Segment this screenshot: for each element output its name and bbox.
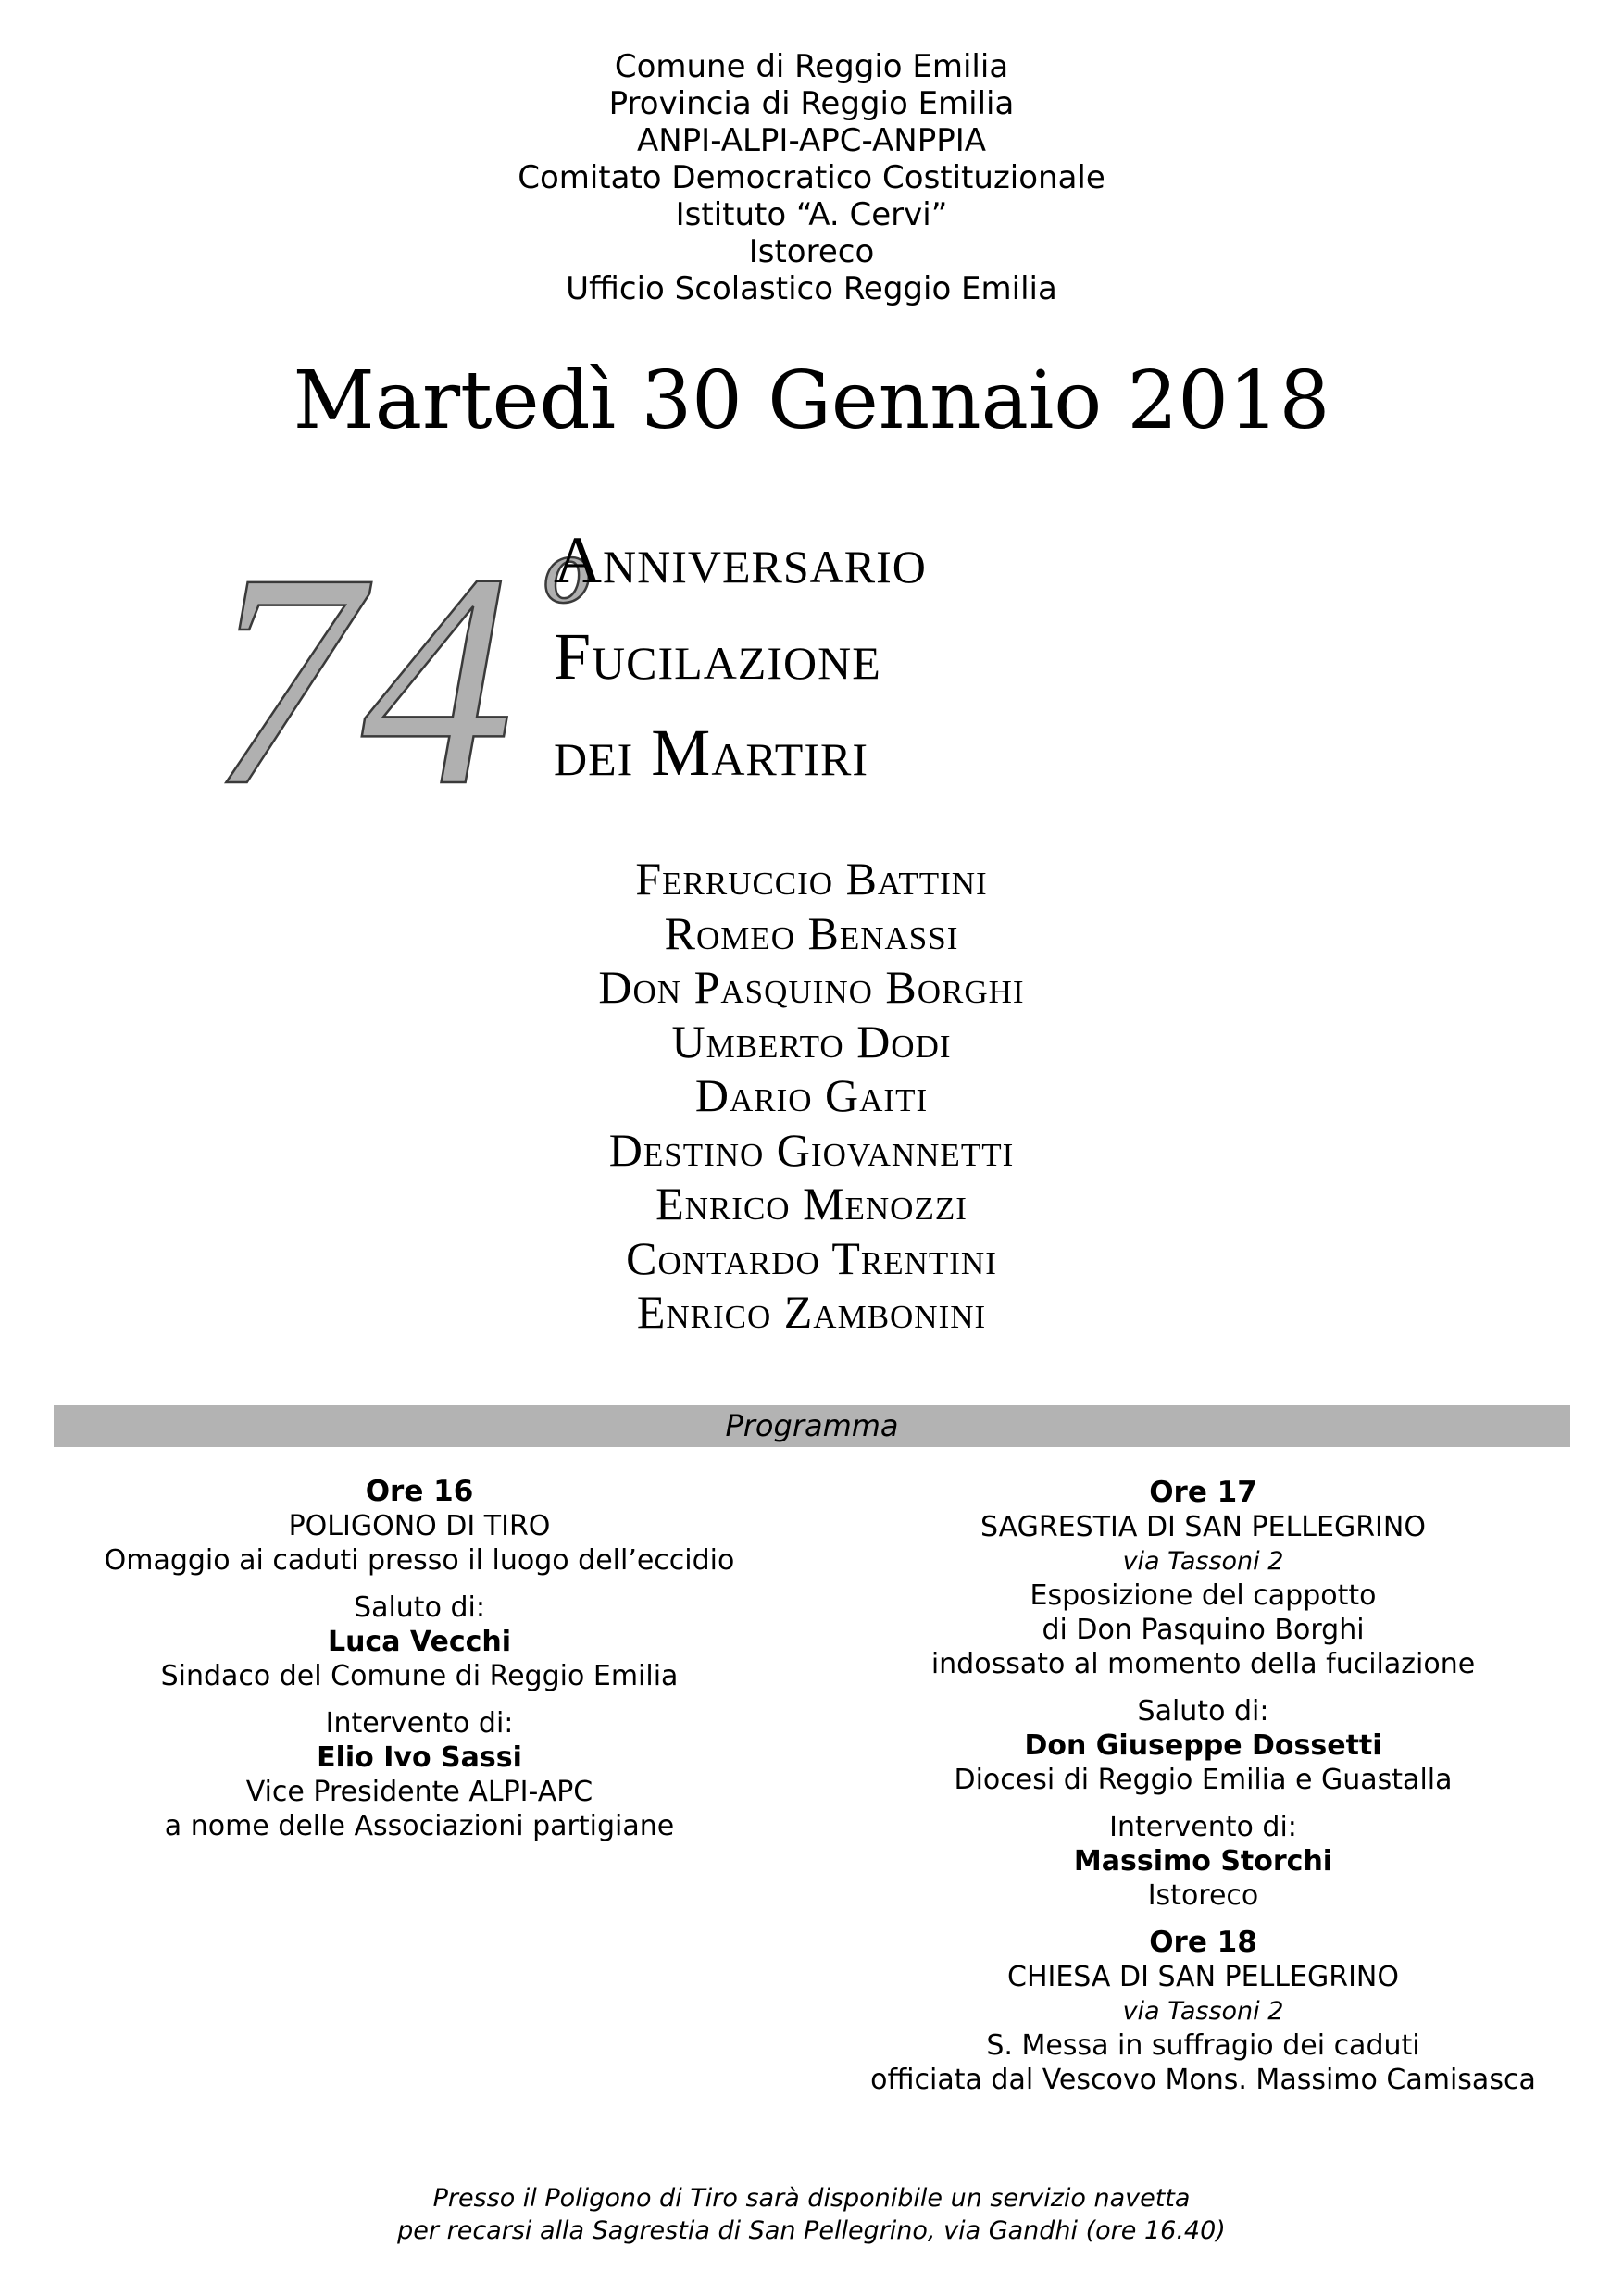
martyr-name: Enrico Menozzi	[655, 1178, 968, 1229]
martyr-name: Dario Gaiti	[694, 1069, 929, 1121]
speech-label: Intervento di:	[1109, 1811, 1297, 1843]
greeting-label: Saluto di:	[354, 1591, 485, 1624]
event-description: Esposizione del cappotto	[1030, 1579, 1377, 1612]
speech-label: Intervento di:	[325, 1707, 514, 1740]
anniversary-number: 74	[208, 511, 514, 849]
title-line: Anniversario	[554, 523, 927, 597]
speech-role: Istoreco	[1147, 1879, 1259, 1912]
footer-note-line: Presso il Poligono di Tiro sarà disponibile un servizio navetta	[432, 2184, 1191, 2213]
greeting-role: Sindaco del Comune di Reggio Emilia	[160, 1660, 679, 1692]
martyr-name: Don Pasquino Borghi	[598, 961, 1025, 1013]
event-time: Ore 17	[1149, 1476, 1257, 1509]
event-time-2: Ore 18	[1149, 1926, 1257, 1959]
event-description-2: S. Messa in suffragio dei caduti	[986, 2029, 1420, 2062]
program-heading-bar	[54, 1405, 1570, 1447]
speech-role-2: a nome delle Associazioni partigiane	[164, 1810, 675, 1842]
organizer-line: Istoreco	[748, 233, 875, 270]
speech-speaker: Elio Ivo Sassi	[317, 1741, 522, 1774]
program-column-right	[839, 1476, 1567, 2097]
greeting-speaker: Don Giuseppe Dossetti	[1024, 1729, 1382, 1762]
organizer-line: Comune di Reggio Emilia	[614, 48, 1009, 85]
speech-role: Vice Presidente ALPI-APC	[245, 1776, 593, 1808]
organizer-line: ANPI-ALPI-APC-ANPPIA	[636, 122, 986, 159]
martyr-name: Contardo Trentini	[626, 1231, 997, 1284]
footer-note-line: per recarsi alla Sagrestia di San Pellegrino, via Gandhi (ore 16.40)	[397, 2216, 1226, 2245]
martyr-name: Umberto Dodi	[671, 1015, 952, 1067]
event-description: Omaggio ai caduti presso il luogo dell’eccidio	[104, 1544, 735, 1577]
event-address-2: via Tassoni 2	[1122, 1997, 1284, 2026]
organizer-line: Comitato Democratico Costituzionale	[518, 159, 1105, 196]
organizer-line: Istituto “A. Cervi”	[675, 196, 948, 233]
program-heading: Programma	[725, 1408, 899, 1443]
martyr-name: Romeo Benassi	[664, 906, 959, 959]
martyr-name: Destino Giovannetti	[608, 1123, 1015, 1176]
anniversary-title	[554, 512, 1313, 801]
event-description: di Don Pasquino Borghi	[1042, 1614, 1365, 1646]
event-time: Ore 16	[365, 1475, 474, 1508]
greeting-role: Diocesi di Reggio Emilia e Guastalla	[954, 1764, 1453, 1796]
title-line: dei Martiri	[554, 716, 868, 790]
event-place: POLIGONO DI TIRO	[288, 1510, 551, 1542]
event-place-2: CHIESA DI SAN PELLEGRINO	[1007, 1961, 1399, 1993]
event-place: SAGRESTIA DI SAN PELLEGRINO	[980, 1511, 1426, 1543]
footer-note	[0, 2182, 1623, 2247]
event-address: via Tassoni 2	[1122, 1547, 1284, 1576]
title-line: Fucilazione	[554, 619, 881, 693]
event-date: Martedì 30 Gennaio 2018	[293, 355, 1330, 447]
greeting-label: Saluto di:	[1137, 1695, 1269, 1728]
event-description: indossato al momento della fucilazione	[930, 1648, 1476, 1680]
martyrs-list	[0, 852, 1623, 1340]
greeting-speaker: Luca Vecchi	[327, 1626, 512, 1658]
speech-speaker: Massimo Storchi	[1073, 1845, 1333, 1878]
event-description-2: officiata dal Vescovo Mons. Massimo Camisasca	[870, 2064, 1536, 2096]
program-column-left	[56, 1475, 783, 1843]
ordinal-mark: º	[537, 522, 586, 696]
organizer-line: Provincia di Reggio Emilia	[608, 85, 1015, 122]
martyr-name: Ferruccio Battini	[635, 853, 988, 905]
martyr-name: Enrico Zambonini	[636, 1286, 987, 1338]
organizers-list	[0, 48, 1623, 307]
organizer-line: Ufficio Scolastico Reggio Emilia	[566, 270, 1057, 307]
